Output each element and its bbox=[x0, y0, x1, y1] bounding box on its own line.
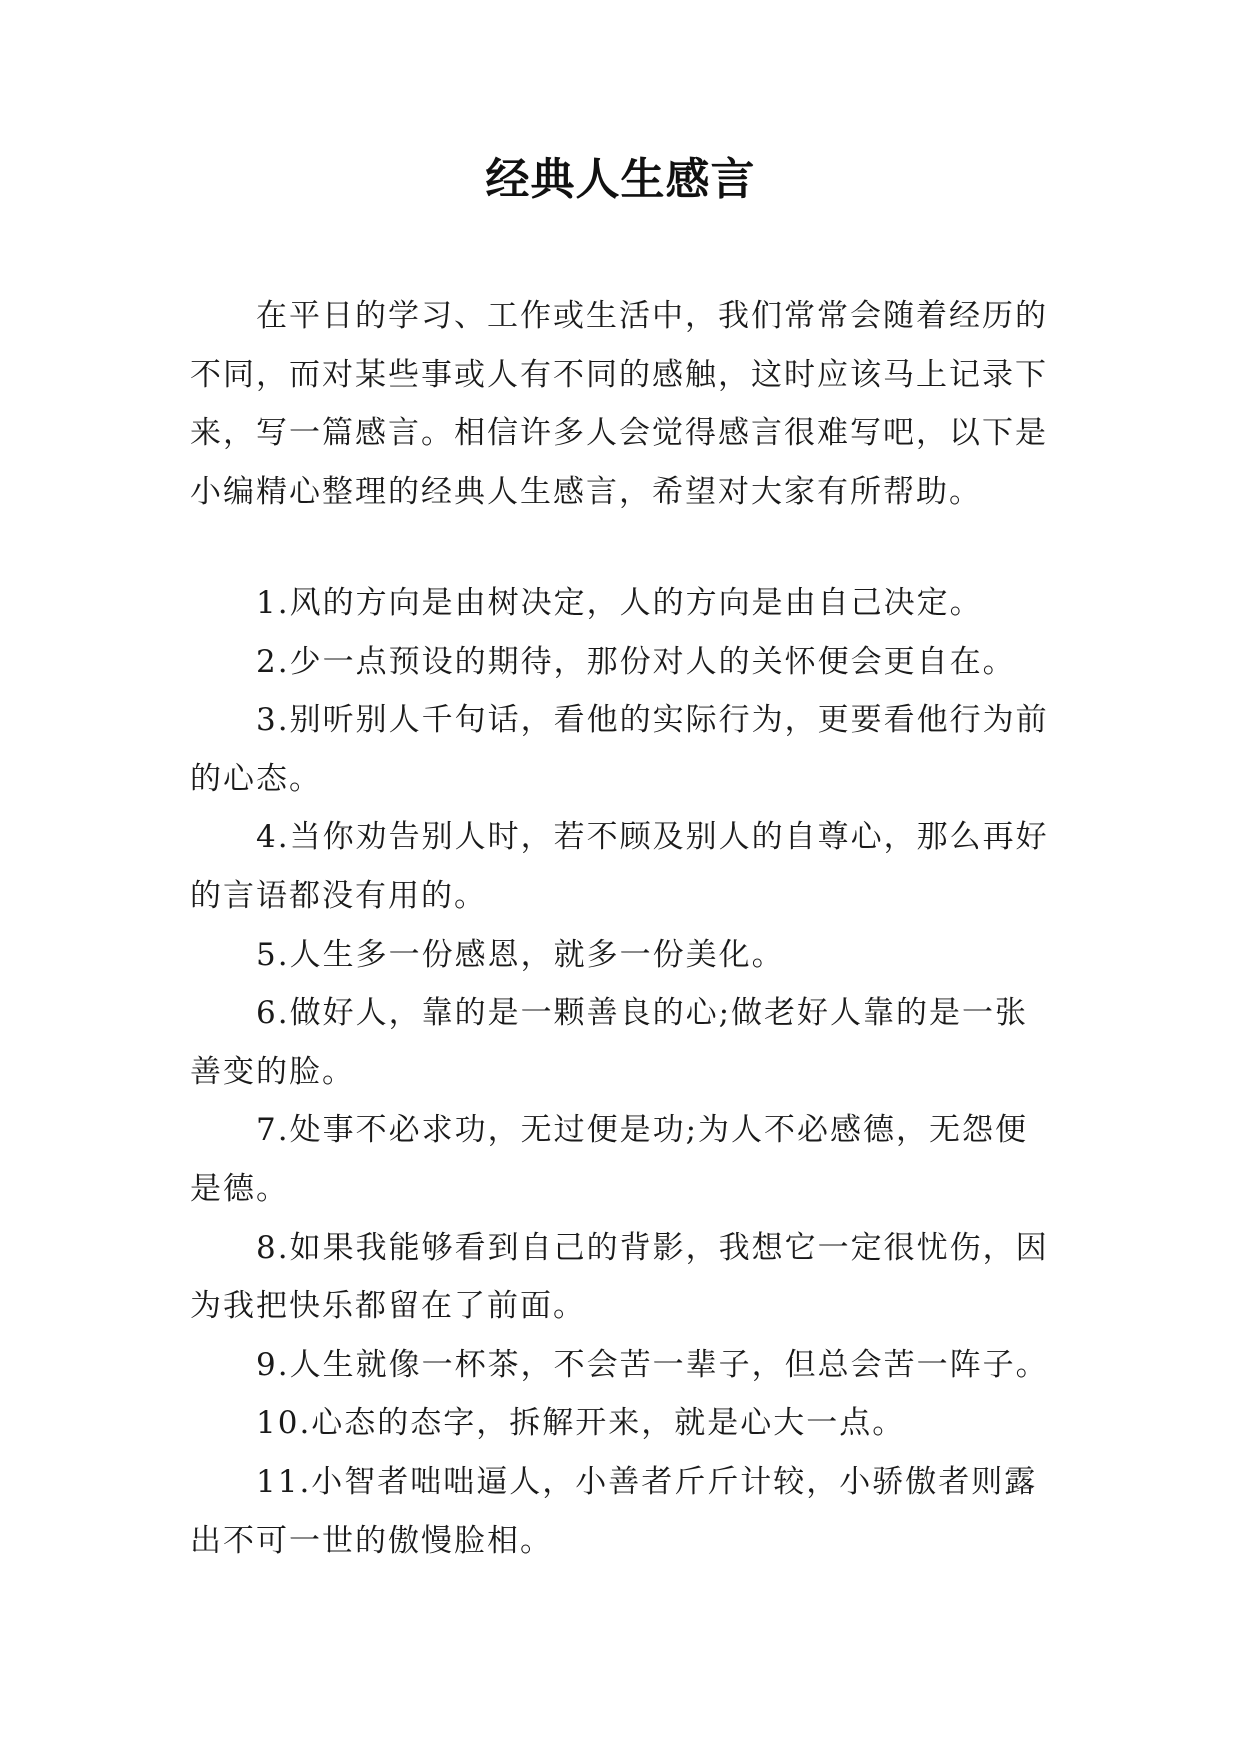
quote-item-7: 7.处事不必求功，无过便是功;为人不必感德，无怨便是德。 bbox=[190, 1112, 1029, 1207]
intro-section bbox=[190, 287, 1052, 521]
quote-item-2: 2.少一点预设的期待，那份对人的关怀便会更自在。 bbox=[256, 643, 1016, 680]
quote-item-3: 3.别听别人千句话，看他的实际行为，更要看他行为前的心态。 bbox=[190, 702, 1049, 797]
document-title: 经典人生感言 bbox=[485, 154, 756, 205]
quote-item-4: 4.当你劝告别人时，若不顾及别人的自尊心，那么再好的言语都没有用的。 bbox=[190, 819, 1049, 914]
quote-item-10: 10.心态的态字，拆解开来，就是心大一点。 bbox=[256, 1405, 906, 1442]
quote-item-6: 6.做好人，靠的是一颗善良的心;做老好人靠的是一张善变的脸。 bbox=[190, 995, 1029, 1090]
quote-item-9: 9.人生就像一杯茶，不会苦一辈子，但总会苦一阵子。 bbox=[256, 1346, 1049, 1383]
quote-item-11: 11.小智者咄咄逼人，小善者斤斤计较，小骄傲者则露出不可一世的傲慢脸相。 bbox=[190, 1463, 1038, 1559]
intro-paragraph: 在平日的学习、工作或生活中，我们常常会随着经历的不同，而对某些事或人有不同的感触，这时应该马上记录下来，写一篇感言。相信许多人会觉得感言很难写吧，以下是小编精心整理的经典人生感言，希望对大家有所帮助。 bbox=[190, 298, 1048, 510]
quote-item-8: 8.如果我能够看到自己的背影，我想它一定很忧伤，因为我把快乐都留在了前面。 bbox=[190, 1229, 1049, 1325]
quote-item-5: 5.人生多一份感恩，就多一份美化。 bbox=[256, 936, 785, 973]
quote-list bbox=[190, 574, 1052, 1570]
quote-item-1: 1.风的方向是由树决定，人的方向是由自己决定。 bbox=[256, 585, 983, 621]
